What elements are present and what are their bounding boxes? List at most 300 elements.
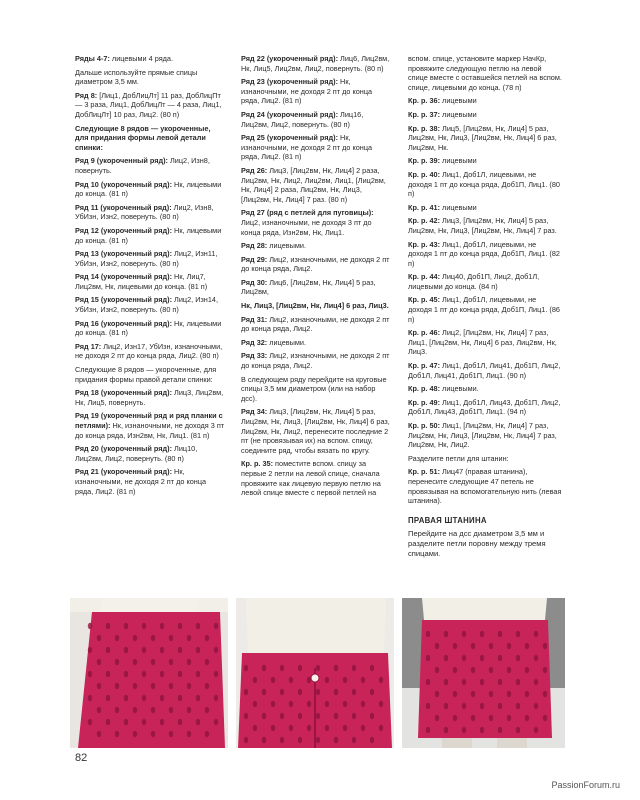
instruction-row (241, 241, 391, 251)
row-label: Ряд 32: (241, 337, 268, 347)
lace-eyelet (187, 683, 191, 689)
lace-eyelet (498, 655, 502, 661)
lace-eyelet (160, 671, 164, 677)
instruction-row (241, 338, 391, 348)
instruction-row (408, 467, 562, 505)
lace-eyelet (480, 727, 484, 733)
instruction-row (75, 388, 225, 407)
lace-eyelet (471, 715, 475, 721)
lace-eyelet (516, 631, 520, 637)
lace-eyelet (370, 665, 374, 671)
lace-eyelet (253, 725, 257, 731)
instruction-row (408, 328, 562, 357)
lace-eyelet (516, 679, 520, 685)
row-label: Кр. р. 48: (408, 384, 441, 394)
lace-eyelet (352, 689, 356, 695)
instruction-row (408, 384, 562, 394)
column-3-paragraphs (408, 54, 562, 506)
row-text: Лиц3, [Лиц2вм, Нк, Лиц4] 5 раз, Лиц2вм, Нк, Лиц3, [Лиц2вм, Нк, Лиц4] 6 раз, Лиц2вм, Нк, Лиц2, перенесите последние 2 пт (не провязывая их) на вспом. спицу, соедините ряд, чтобы вязать по кругу. (241, 407, 390, 455)
lace-eyelet (133, 683, 137, 689)
row-text: В следующем ряду перейдите на круговые спицы 3,5 мм диаметром (или на набор дсс). (241, 374, 387, 403)
lace-eyelet (507, 715, 511, 721)
lace-eyelet (480, 703, 484, 709)
row-label: Кр. р. 44: (408, 272, 441, 282)
lace-eyelet (379, 701, 383, 707)
lace-eyelet (115, 635, 119, 641)
lace-eyelet (435, 643, 439, 649)
lace-eyelet (115, 707, 119, 713)
lace-eyelet (453, 715, 457, 721)
column-3 (408, 54, 562, 563)
instruction-row (408, 170, 562, 199)
section-heading: ПРАВАЯ ШТАНИНА (408, 515, 487, 525)
lace-eyelet (178, 695, 182, 701)
lace-eyelet (516, 703, 520, 709)
instruction-row (408, 295, 562, 324)
row-label: Кр. р. 50: (408, 421, 441, 430)
lace-eyelet (334, 737, 338, 743)
lace-eyelet (507, 691, 511, 697)
row-label: Нк, Лиц3, [Лиц2вм, Нк, Лиц4] 6 раз, Лиц3. (241, 301, 389, 311)
instruction-row (75, 342, 225, 361)
row-label: Ряд 31: (241, 314, 268, 324)
lace-eyelet (525, 643, 529, 649)
lace-eyelet (426, 727, 430, 733)
instruction-row (75, 124, 225, 153)
lace-eyelet (352, 665, 356, 671)
lace-eyelet (205, 731, 209, 737)
instruction-row (75, 319, 225, 338)
lace-eyelet (289, 701, 293, 707)
lace-eyelet (142, 623, 146, 629)
row-label: Ряд 25 (укороченный ряд): (241, 133, 339, 143)
lace-eyelet (151, 659, 155, 665)
lace-eyelet (196, 671, 200, 677)
row-label: Ряд 17: (75, 341, 102, 351)
lace-eyelet (334, 689, 338, 695)
lace-eyelet (271, 677, 275, 683)
lace-eyelet (205, 707, 209, 713)
instruction-row (75, 156, 225, 175)
row-text: Лиц6, Лиц2вм, Нк, Лиц5, Лиц2вм, Лиц2, повернуть. (80 п) (241, 54, 390, 73)
row-text: Лиц2, изнаночными, не доходя 2 пт до конца ряда, Лиц2. (241, 314, 390, 334)
row-text: Лиц40, Доб1П, Лиц2, Доб1Л, лицевыми до конца. (84 п) (408, 272, 540, 291)
row-label: Ряд 21 (укороченный ряд): (75, 467, 173, 477)
lace-eyelet (97, 635, 101, 641)
lace-eyelet (489, 643, 493, 649)
row-label: Ряд 24 (укороченный ряд): (241, 109, 339, 119)
lace-eyelet (325, 701, 329, 707)
lace-eyelet (462, 727, 466, 733)
lace-eyelet (115, 731, 119, 737)
instruction-row (241, 407, 391, 455)
row-text: [Лиц1, ДобЛицЛт] 11 раз, ДобЛицПт — 3 раза, Лиц1, ДобЛицЛт — 4 раза, Лиц1, ДобЛицЛт] 10 раз, Лиц2. (80 п) (75, 90, 222, 119)
instruction-row (75, 444, 225, 463)
lace-eyelet (151, 731, 155, 737)
lace-eyelet (88, 719, 92, 725)
lace-eyelet (151, 683, 155, 689)
lace-eyelet (106, 719, 110, 725)
lace-eyelet (244, 665, 248, 671)
row-text: Лиц3, Лиц2вм, Нк, Лиц5, повернуть. (75, 388, 224, 407)
row-label: Ряд 10 (укороченный ряд): (75, 179, 173, 189)
lace-eyelet (507, 643, 511, 649)
lace-eyelet (534, 679, 538, 685)
instruction-row (408, 54, 562, 92)
lace-eyelet (507, 667, 511, 673)
lace-eyelet (187, 659, 191, 665)
row-text: лицевыми (440, 202, 477, 212)
row-label: Кр. р. 39: (408, 156, 441, 166)
lace-eyelet (160, 647, 164, 653)
instruction-row (75, 295, 225, 314)
row-label: Кр. р. 51: (408, 467, 441, 477)
lace-eyelet (316, 737, 320, 743)
lace-eyelet (316, 713, 320, 719)
lace-eyelet (160, 623, 164, 629)
row-text: Нк, Лиц7, Лиц2вм, Нк, лицевыми до конца. (81 п) (75, 272, 208, 291)
row-label: Ряд 13 (укороченный ряд): (75, 249, 173, 259)
lace-eyelet (444, 727, 448, 733)
lace-eyelet (325, 677, 329, 683)
lace-eyelet (334, 665, 338, 671)
lace-eyelet (370, 689, 374, 695)
lace-eyelet (498, 703, 502, 709)
lace-eyelet (178, 623, 182, 629)
lace-eyelet (471, 667, 475, 673)
lace-eyelet (280, 665, 284, 671)
row-label: Ряд 8: (75, 90, 98, 100)
row-text: Лиц2, Изн17, УбИзн, изнаночными, не доходя 2 пт до конца ряда, Лиц2. (80 п) (75, 341, 223, 361)
lace-eyelet (462, 631, 466, 637)
row-text: лицевыми. (440, 384, 479, 394)
row-label: Следующие 8 рядов — укороченные, для придания формы левой детали спинки: (75, 123, 211, 152)
lace-eyelet (169, 707, 173, 713)
instruction-row (241, 110, 391, 129)
instruction-row (408, 203, 562, 213)
lace-eyelet (289, 725, 293, 731)
lace-eyelet (115, 683, 119, 689)
lace-eyelet (444, 655, 448, 661)
lace-eyelet (426, 679, 430, 685)
instruction-row (75, 411, 225, 440)
row-label: Ряд 22 (укороченный ряд): (241, 54, 339, 63)
row-text: лицевыми (440, 156, 477, 166)
lace-eyelet (462, 679, 466, 685)
instruction-row (241, 351, 391, 370)
lace-eyelet (334, 713, 338, 719)
row-text: Лиц10, Лиц2вм, Лиц2, повернуть. (80 п) (75, 444, 198, 463)
lace-eyelet (214, 647, 218, 653)
lace-eyelet (133, 731, 137, 737)
row-text: Лиц1, Доб1Л, лицевыми, не доходя 1 пт до конца ряда, Доб1П, Лиц1. (86 п) (408, 295, 560, 324)
row-text: Дальше используйте прямые спицы диаметром 3,5 мм. (75, 67, 198, 87)
lace-eyelet (361, 677, 365, 683)
lace-eyelet (205, 683, 209, 689)
row-label: Ряды 4-7: (75, 54, 110, 63)
row-label: Кр. р. 45: (408, 295, 441, 305)
lace-eyelet (298, 713, 302, 719)
lace-eyelet (169, 635, 173, 641)
instruction-row (241, 301, 391, 311)
row-label: Ряд 19 (укороченный ряд и ряд планки с петлями): (75, 411, 223, 430)
lace-eyelet (343, 725, 347, 731)
lace-eyelet (379, 725, 383, 731)
lace-eyelet (244, 713, 248, 719)
lace-eyelet (88, 671, 92, 677)
lace-eyelet (196, 695, 200, 701)
row-text: Лиц47 (правая штанина), перенесите следующие 47 петель не провязывая на вспомогательную нить (левая штанина). (408, 467, 562, 506)
lace-eyelet (426, 631, 430, 637)
row-label: Ряд 34: (241, 407, 268, 417)
lace-eyelet (160, 719, 164, 725)
lace-eyelet (471, 691, 475, 697)
lace-eyelet (187, 731, 191, 737)
row-text: Лиц2, Изн8, УбИзн, Изн2, повернуть. (80 п) (75, 202, 214, 222)
row-text: Лиц1, [Лиц2вм, Нк, Лиц4] 7 раз, Лиц2вм, Нк, Лиц3, [Лиц2вм, Нк, Лиц4] 7 раз, Лиц2вм, Нк, Лиц2. (408, 421, 557, 450)
lace-eyelet (525, 691, 529, 697)
instruction-row (75, 467, 225, 496)
lace-eyelet (453, 691, 457, 697)
lace-eyelet (471, 643, 475, 649)
lace-eyelet (151, 707, 155, 713)
row-text: Лиц16, Лиц2вм, Лиц2, повернуть. (80 п) (241, 109, 364, 129)
lace-eyelet (106, 695, 110, 701)
lace-eyelet (534, 631, 538, 637)
row-text: Лиц2, Изн11, УбИзн, Изн2, повернуть. (80 п) (75, 249, 218, 268)
column-1 (75, 54, 225, 500)
row-label: Кр. р. 42: (408, 216, 441, 226)
instruction-row (75, 249, 225, 268)
lace-eyelet (88, 623, 92, 629)
lace-eyelet (462, 703, 466, 709)
row-text: Лиц1, Доб1Л, лицевыми, не доходя 1 пт до конца ряда, Доб1П, Лиц1. (82 п) (408, 239, 560, 268)
instruction-row (241, 208, 391, 237)
instruction-row (75, 203, 225, 222)
row-text: Следующие 8 рядов — укороченные, для придания формы правой детали спинки: (75, 365, 217, 384)
instruction-row (408, 240, 562, 269)
lace-eyelet (370, 737, 374, 743)
lace-eyelet (169, 683, 173, 689)
lace-eyelet (489, 715, 493, 721)
lace-eyelet (124, 647, 128, 653)
lace-eyelet (262, 713, 266, 719)
row-label: Ряд 29: (241, 254, 268, 264)
lace-eyelet (280, 713, 284, 719)
row-text: Лиц1, Доб1Л, Лиц41, Доб1П, Лиц2, Доб1Л, Лиц41, Доб1П, Лиц1. (90 п) (408, 361, 561, 380)
lace-eyelet (124, 719, 128, 725)
lace-eyelet (444, 631, 448, 637)
lace-eyelet (316, 665, 320, 671)
instruction-row (241, 133, 391, 162)
instruction-row (75, 54, 225, 64)
row-text: Лиц2, [Лиц2вм, Нк, Лиц4] 7 раз, Лиц1, [Лиц2вм, Нк, Лиц4] 6 раз, Лиц2вм, Нк, Лиц3. (408, 328, 557, 357)
lace-eyelet (214, 671, 218, 677)
lace-eyelet (271, 725, 275, 731)
lace-eyelet (106, 647, 110, 653)
row-label: Кр. р. 35: (241, 459, 274, 469)
row-label: Кр. р. 40: (408, 169, 441, 179)
lace-eyelet (325, 725, 329, 731)
lace-eyelet (498, 679, 502, 685)
lace-eyelet (262, 737, 266, 743)
row-text: Лиц1, Доб1Л, Лиц43, Доб1П, Лиц2, Доб1Л, Лиц43, Доб1П, Лиц1. (94 п) (408, 397, 561, 417)
lace-eyelet (124, 623, 128, 629)
lace-eyelet (280, 737, 284, 743)
instruction-row (408, 272, 562, 291)
lace-eyelet (516, 655, 520, 661)
lace-eyelet (453, 643, 457, 649)
lace-eyelet (205, 635, 209, 641)
lace-eyelet (262, 689, 266, 695)
row-label: Ряд 23 (укороченный ряд): (241, 77, 339, 87)
row-label: Ряд 12 (укороченный ряд): (75, 225, 173, 235)
lace-eyelet (370, 713, 374, 719)
lace-eyelet (160, 695, 164, 701)
row-label: Кр. р. 49: (408, 397, 441, 407)
lace-eyelet (480, 679, 484, 685)
row-text: Разделите петли для штанин: (408, 453, 509, 463)
lace-eyelet (214, 719, 218, 725)
lace-eyelet (289, 677, 293, 683)
row-label: Ряд 18 (укороченный ряд): (75, 388, 173, 398)
lace-eyelet (214, 695, 218, 701)
lace-eyelet (262, 665, 266, 671)
row-label: Ряд 28: (241, 241, 268, 251)
row-label: Ряд 30: (241, 277, 268, 287)
instruction-row (75, 365, 225, 384)
column-2 (241, 54, 391, 502)
lace-eyelet (253, 677, 257, 683)
lace-eyelet (426, 655, 430, 661)
lace-eyelet (244, 737, 248, 743)
row-text: лицевыми. (267, 337, 306, 347)
photo-strip (70, 598, 565, 748)
row-label: Ряд 27 (ряд с петлей для пуговицы): (241, 208, 374, 218)
row-text: Нк, изнаночными, не доходя 2 пт до конца ряда, Лиц2. (81 п) (241, 77, 373, 106)
lace-eyelet (480, 655, 484, 661)
row-text: Лиц3, [Лиц2вм, Нк, Лиц4] 2 раза, Лиц2вм, Нк, Лиц2, Лиц2вм, Лиц1, [Лиц2вм, Нк, Лиц4] 2 раза, Лиц2вм, Нк, Лиц3, [Лиц2вм, Нк, Лиц4] 7 раз. (80 п) (241, 165, 386, 204)
row-label: Ряд 9 (укороченный ряд): (75, 156, 168, 166)
row-text: Лиц5, [Лиц2вм, Нк, Лиц4] 5 раз, Лиц2вм, Нк, Лиц3, [Лиц2вм, Нк, Лиц4] 6 раз, Лиц2вм, Нк. (408, 123, 557, 152)
instruction-row (408, 156, 562, 166)
row-text: Лиц1, Доб1Л, лицевыми, не доходя 1 пт до конца ряда, Доб1П, Лиц1. (80 п) (408, 169, 560, 199)
lace-eyelet (124, 671, 128, 677)
lace-eyelet (543, 691, 547, 697)
lace-eyelet (115, 659, 119, 665)
lace-eyelet (88, 647, 92, 653)
row-text: вспом. спице, установите маркер НачКр, провяжите следующую петлю на левой спице вместе с оставшейся петлей на вспом. спице, лицевыми до конца. (78 п) (408, 54, 562, 92)
row-text: Лиц3, [Лиц2вм, Нк, Лиц4] 5 раз, Лиц2вм, Нк, Лиц3, [Лиц2вм, Нк, Лиц4] 7 раз. (408, 216, 557, 235)
row-label: Кр. р. 37: (408, 109, 441, 119)
lace-eyelet (498, 631, 502, 637)
lace-eyelet (178, 719, 182, 725)
instruction-row (408, 361, 562, 380)
row-text: Лиц2, изнаночными, не доходя 2 пт до конца ряда, Лиц2. (241, 351, 390, 371)
lace-eyelet (543, 715, 547, 721)
lace-eyelet (444, 679, 448, 685)
row-label: Ряд 26: (241, 165, 268, 175)
lace-eyelet (106, 623, 110, 629)
photo-shorts-back (402, 598, 565, 748)
lace-eyelet (214, 623, 218, 629)
row-label: Кр. р. 38: (408, 123, 441, 133)
row-text: Лиц2, Изн14, УбИзн, Изн2, повернуть. (80 п) (75, 295, 218, 315)
lace-eyelet (106, 671, 110, 677)
row-label: Кр. р. 47: (408, 361, 441, 371)
lace-eyelet (543, 667, 547, 673)
lace-eyelet (352, 713, 356, 719)
lace-eyelet (280, 689, 284, 695)
lace-eyelet (343, 677, 347, 683)
row-text: Нк, изнаночными, не доходя 2 пт до конца ряда, Лиц2. (81 п) (75, 467, 207, 496)
instruction-row (241, 77, 391, 106)
row-label: Кр. р. 41: (408, 202, 441, 212)
lace-eyelet (271, 701, 275, 707)
row-text: Лиц6, [Лиц2вм, Нк, Лиц4] 5 раз, Лиц2вм, (241, 277, 376, 297)
lace-eyelet (307, 701, 311, 707)
instruction-row (408, 110, 562, 120)
watermark: PassionForum.ru (551, 780, 620, 790)
lace-eyelet (97, 683, 101, 689)
lace-eyelet (444, 703, 448, 709)
row-label: Ряд 16 (укороченный ряд): (75, 318, 173, 328)
lace-eyelet (196, 647, 200, 653)
lace-eyelet (525, 667, 529, 673)
page-number: 82 (75, 752, 88, 764)
instruction-row (75, 272, 225, 291)
instruction-row (408, 216, 562, 235)
photo-shorts-side (70, 598, 228, 748)
row-text: Нк, лицевыми до конца. (81 п) (75, 225, 222, 245)
instruction-row (241, 315, 391, 334)
lace-eyelet (534, 655, 538, 661)
row-text: поместите вспом. спицу за первые 2 петли на левой спице, сначала провяжите как лицевую первую петлю на левой спице вместе с первой петлей на (241, 459, 381, 498)
lace-eyelet (298, 689, 302, 695)
lace-eyelet (352, 737, 356, 743)
lace-eyelet (205, 659, 209, 665)
row-text: Лиц2, изнаночными, не доходя 3 пт до конца ряда, Изн2вм, Нк, Лиц1. (241, 217, 372, 237)
row-label: Кр. р. 43: (408, 239, 441, 249)
row-text: Лиц2, Изн8, повернуть. (75, 156, 210, 175)
instruction-row (408, 421, 562, 450)
lace-eyelet (543, 643, 547, 649)
lace-eyelet (253, 701, 257, 707)
instruction-row (75, 68, 225, 87)
lace-eyelet (343, 701, 347, 707)
lace-eyelet (453, 667, 457, 673)
instruction-row (241, 278, 391, 297)
lace-eyelet (187, 635, 191, 641)
lace-eyelet (178, 671, 182, 677)
instruction-row (75, 226, 225, 245)
row-label: Ряд 15 (укороченный ряд): (75, 295, 173, 305)
row-label: Кр. р. 36: (408, 96, 441, 106)
instruction-row (408, 454, 562, 464)
lace-eyelet (534, 727, 538, 733)
lace-eyelet (489, 667, 493, 673)
lace-eyelet (307, 677, 311, 683)
instruction-row (408, 398, 562, 417)
lace-eyelet (316, 689, 320, 695)
lace-eyelet (516, 727, 520, 733)
row-label: Ряд 11 (укороченный ряд): (75, 202, 172, 212)
lace-eyelet (244, 689, 248, 695)
instruction-row (241, 54, 391, 73)
lace-eyelet (142, 719, 146, 725)
lace-eyelet (142, 695, 146, 701)
lace-eyelet (169, 659, 173, 665)
